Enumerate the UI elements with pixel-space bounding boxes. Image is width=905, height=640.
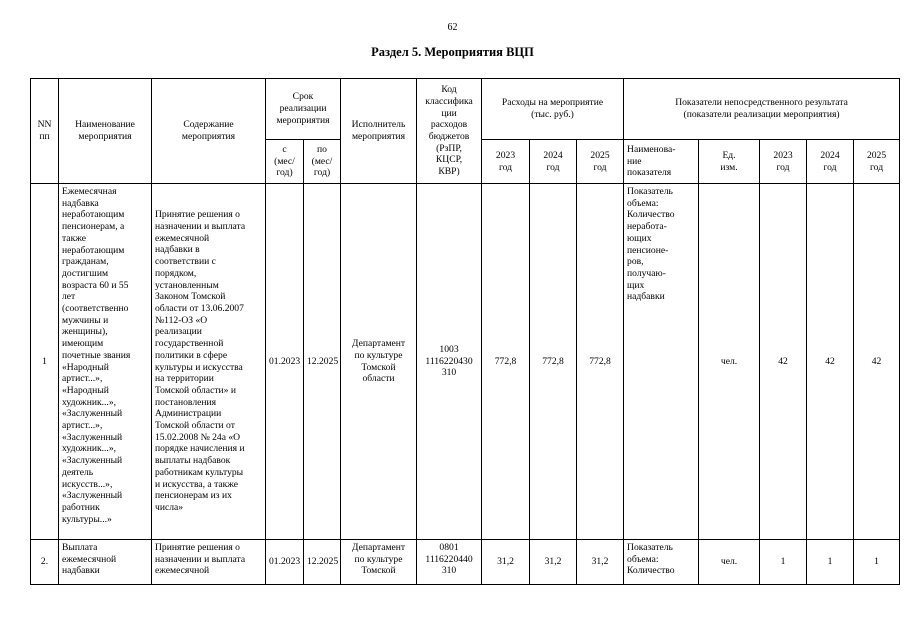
row-ind-name: Показатель объема: Количество — [624, 540, 699, 585]
header-term: Срок реализации мероприятия — [266, 79, 341, 140]
row-content: Принятие решения о назначении и выплата ежемесячной — [152, 540, 266, 585]
row-from: 01.2023 — [266, 184, 304, 540]
row-exp-2023: 772,8 — [482, 184, 530, 540]
row-exp-2024: 772,8 — [530, 184, 577, 540]
table-row — [31, 540, 900, 585]
header-term-from: с (мес/ год) — [266, 140, 304, 184]
header-content: Содержание мероприятия — [152, 79, 266, 184]
row-to: 12.2025 — [304, 540, 341, 585]
row-executor: Департамент по культуре Томской области — [341, 184, 417, 540]
row-exp-2025: 31,2 — [577, 540, 624, 585]
row-executor: Департамент по культуре Томской — [341, 540, 417, 585]
row-name: Выплата ежемесячной надбавки — [59, 540, 152, 585]
row-ind-unit: чел. — [699, 184, 760, 540]
row-name: Ежемесячная надбавка неработающим пенсионерам, а также неработающим гражданам, достигшим возраста 60 и 55 лет (соответственно мужчины и женщины), имеющим почетные звания «Народный артист...», «Народный художник...», «Заслуженный артист...», «Заслуженный художник...», «Заслуженный деятель искусств...», «Заслуженный работник культуры...» — [59, 184, 152, 540]
row-exp-2024: 31,2 — [530, 540, 577, 585]
header-ind-name: Наименова- ние показателя — [624, 140, 699, 184]
table-row — [31, 184, 900, 540]
row-exp-2023: 31,2 — [482, 540, 530, 585]
header-executor: Исполнитель мероприятия — [341, 79, 417, 184]
header-row-1 — [31, 79, 900, 140]
header-ind-2023: 2023 год — [760, 140, 807, 184]
header-ind-unit: Ед. изм. — [699, 140, 760, 184]
header-exp-2025: 2025 год — [577, 140, 624, 184]
row-ind-name: Показатель объема: Количество неработа- ющих пенсионе- ров, получаю- щих надбавки — [624, 184, 699, 540]
row-to: 12.2025 — [304, 184, 341, 540]
header-ind-2025: 2025 год — [854, 140, 900, 184]
header-nn: NN пп — [31, 79, 59, 184]
header-name: Наименование мероприятия — [59, 79, 152, 184]
header-exp-2024: 2024 год — [530, 140, 577, 184]
header-code: Код классифика ции расходов бюджетов (РзПР, КЦСР, КВР) — [417, 79, 482, 184]
row-nn: 2. — [31, 540, 59, 585]
activities-table — [30, 78, 900, 585]
row-nn: 1 — [31, 184, 59, 540]
header-exp-2023: 2023 год — [482, 140, 530, 184]
header-term-to: по (мес/ год) — [304, 140, 341, 184]
row-exp-2025: 772,8 — [577, 184, 624, 540]
row-ind-unit: чел. — [699, 540, 760, 585]
row-code: 0801 1116220440 310 — [417, 540, 482, 585]
header-ind-2024: 2024 год — [807, 140, 854, 184]
header-expenses: Расходы на мероприятие (тыс. руб.) — [482, 79, 624, 140]
row-ind-2023: 42 — [760, 184, 807, 540]
row-ind-2024: 42 — [807, 184, 854, 540]
row-from: 01.2023 — [266, 540, 304, 585]
section-title: Раздел 5. Мероприятия ВЦП — [371, 45, 534, 59]
header-indicators: Показатели непосредственного результата (показатели реализации мероприятия) — [624, 79, 900, 140]
page-number: 62 — [447, 22, 458, 33]
row-ind-2023: 1 — [760, 540, 807, 585]
row-content: Принятие решения о назначении и выплата ежемесячной надбавки в соответствии с порядком, установленным Законом Томской области от 13.06.2007 №112-ОЗ «О реализации государственной политики в сфере культуры и искусства на территории Томской области» и постановления Администрации Томской области от 15.02.2008 № 24а «О порядке начисления и выплаты надбавок работникам культуры и искусства, а также пенсионерам из их числа» — [152, 184, 266, 540]
row-ind-2024: 1 — [807, 540, 854, 585]
row-ind-2025: 1 — [854, 540, 900, 585]
row-ind-2025: 42 — [854, 184, 900, 540]
row-code: 1003 1116220430 310 — [417, 184, 482, 540]
